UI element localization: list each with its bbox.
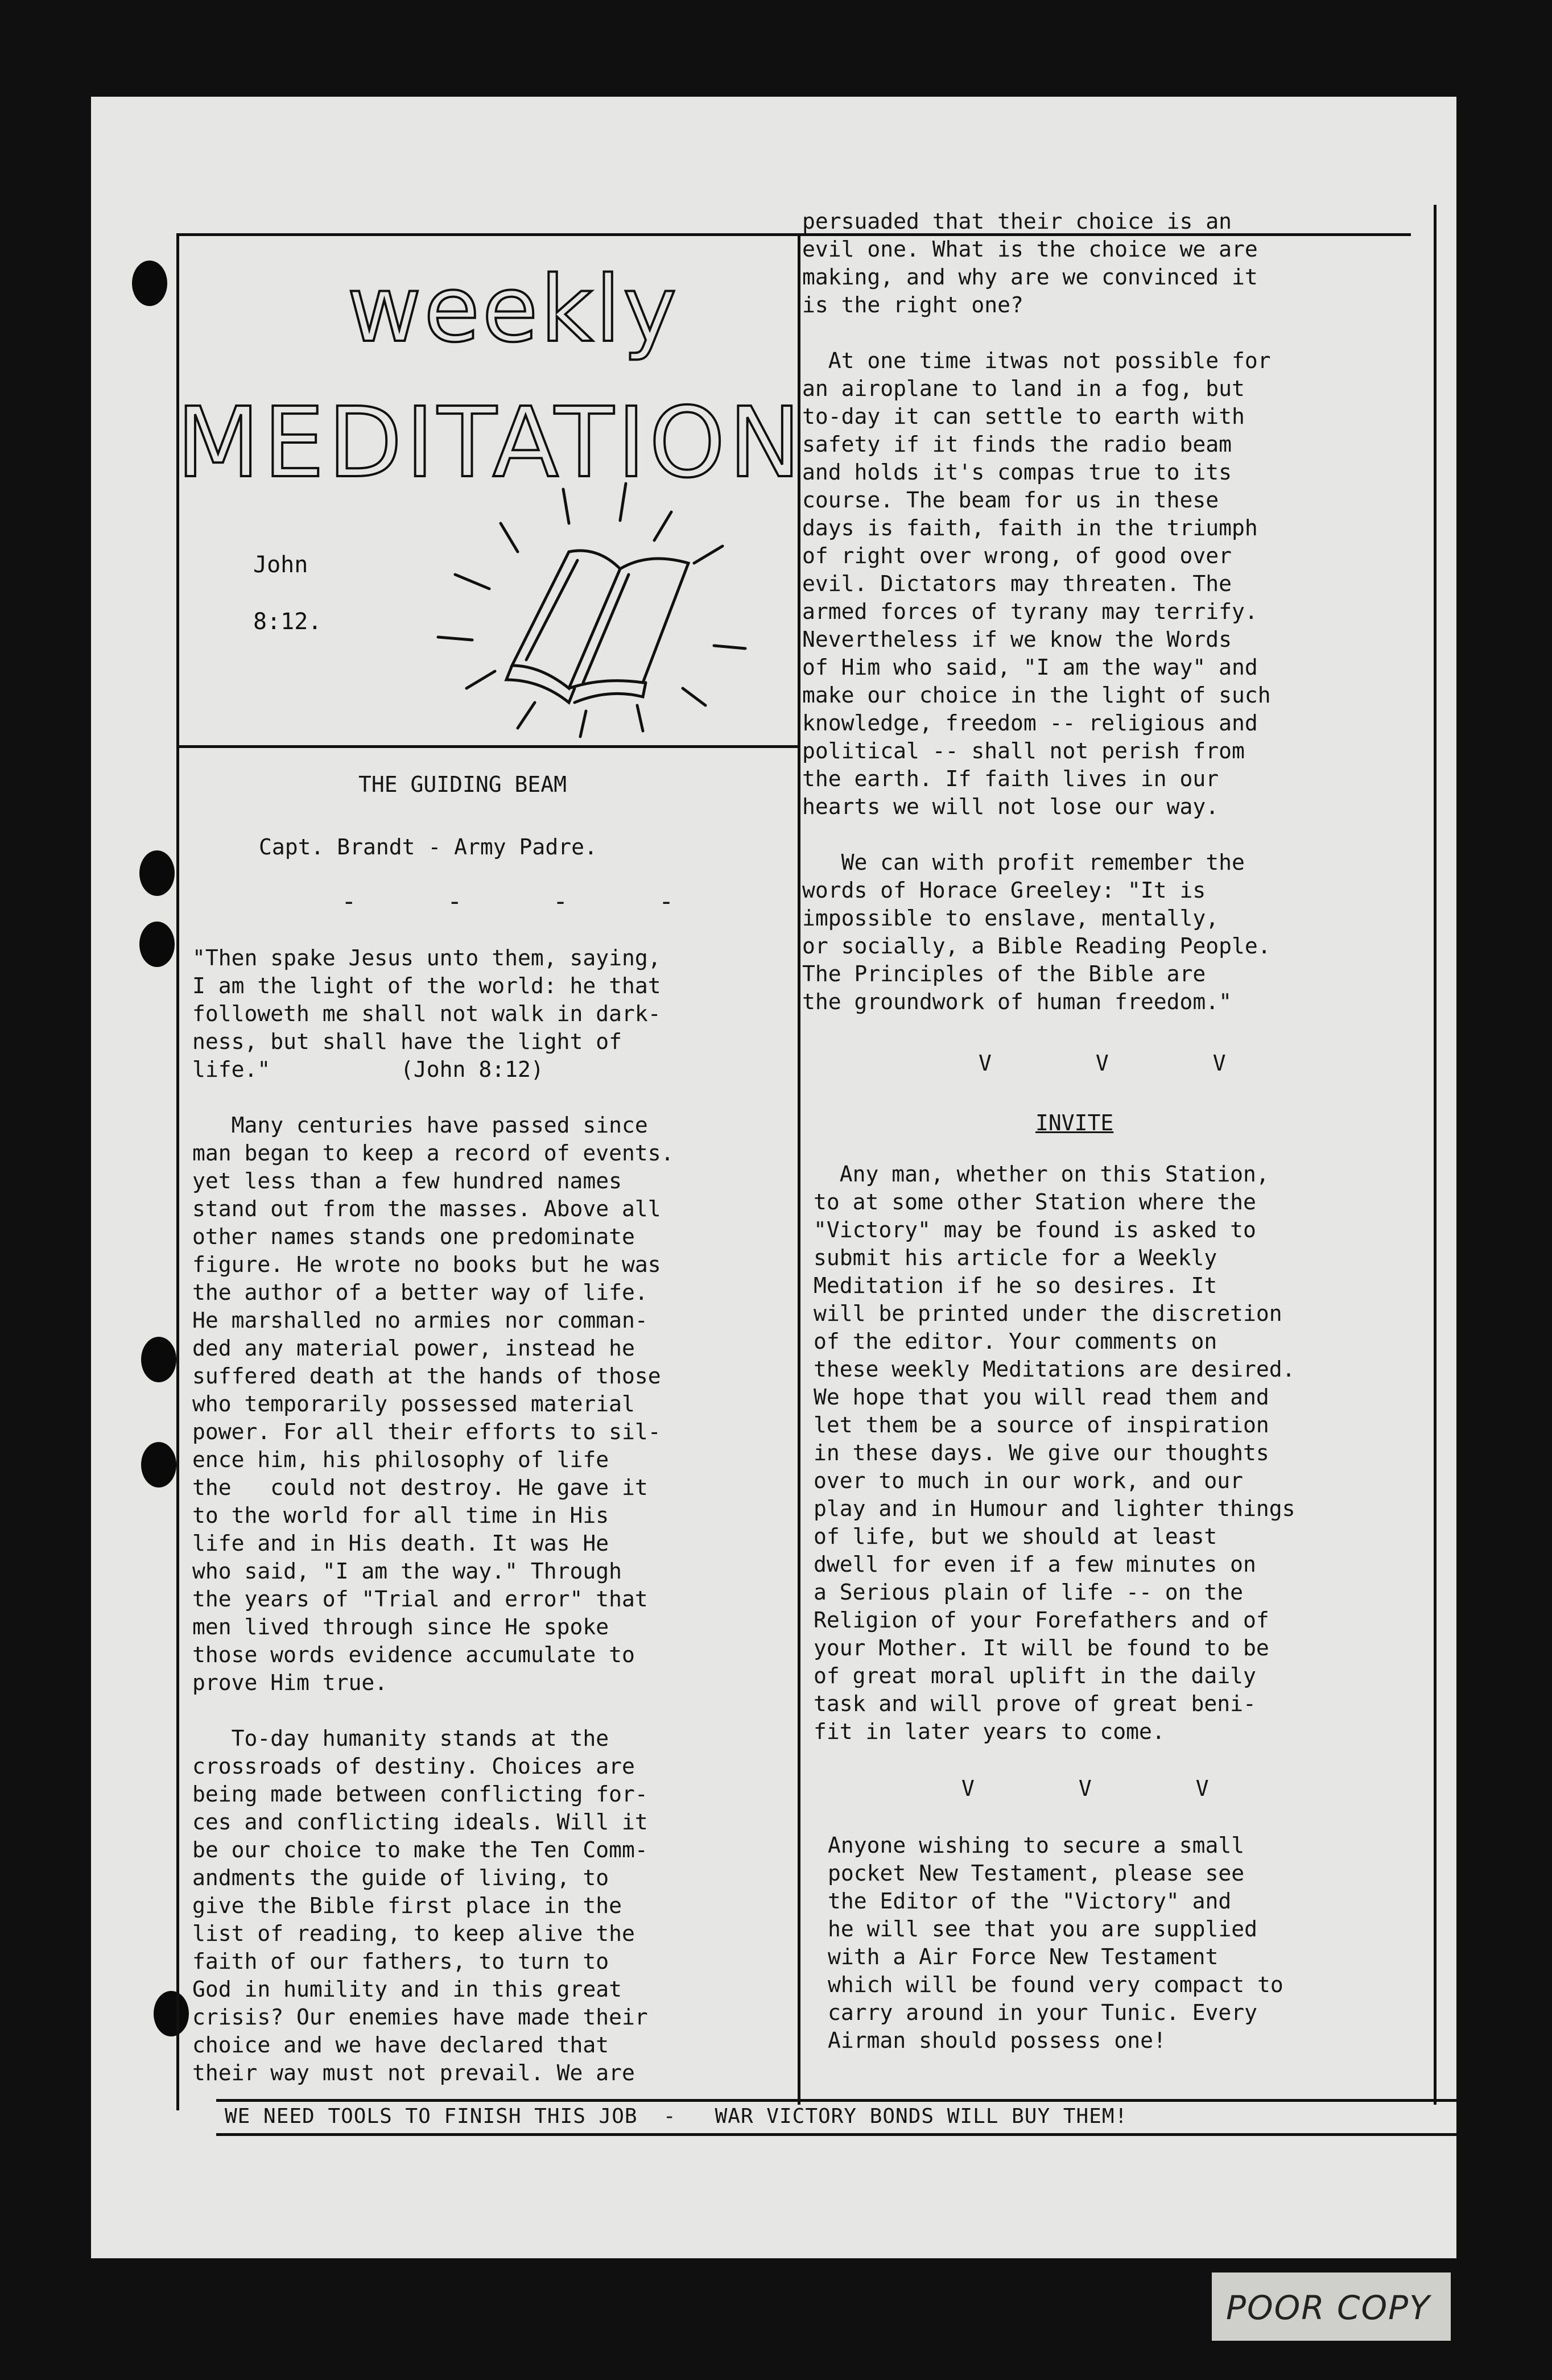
punch-hole [139,850,175,896]
verse-ref-chapter: 8:12. [253,609,322,635]
article-byline: Capt. Brandt - Army Padre. [259,834,597,860]
punch-hole [141,1337,176,1382]
invite-title: INVITE [1035,1110,1114,1135]
article-separator: - - - - [341,887,686,916]
article-body-right: persuaded that their choice is an evil one. What is the choice we are making, and why are we convinced it is the right one? At one time itwas not possible for an airoplane to land in a fog, but to-day it can settle to earth with safety if it finds the radio beam and holds it's compas true to its course. The beam for us in these days is faith, faith in the triumph of right over wrong, of good over evil. Dictators may threaten. The armed forces of tyrany may terrify. Nevertheless if we know the Words of Him who said, "I am the way" and make our choice in the light of such knowledge, freedom -- religious and political -- shall not perish from the earth. If faith lives in our hearts we will not lose our way. We can with profit remember the words of Horace Greeley: "It is impossible to enslave, mentally, or socially, a Bible Reading People. The Principles of the Bible are the groundwork of human freedom." [802,209,1271,1014]
footer-bottom-rule [216,2133,1462,2136]
testament-notice: Anyone wishing to secure a small pocket New Testament, please see the Editor of the "Victory" and he will see that you are supplied with a Air Force New Testament which will be found very compact to carry around in your Tunic. Every Airman should possess one! [828,1833,1283,2053]
poor-copy-label: POOR COPY [1226,2288,1431,2327]
punch-hole [141,1442,176,1488]
masthead-meditation: MEDITATION [176,387,804,499]
masthead-weekly: weekly [347,256,679,362]
divider-vvv: V V V [961,1776,1209,1801]
invite-body: Any man, whether on this Station, to at some other Station where the "Victory" may be found is asked to submit his article for a Weekly Meditation if he so desires. It will be printed under the discretion of the editor. Your comments on these weekly Meditations are desired. We hope that you will read them and let them be a source of inspiration in these days. We give our thoughts over to much in our work, and our play and in Humour and lighter things of life, but we should at least dwell for even if a few minutes on a Serious plain of life -- on the Religion of your Forefathers and of your Mother. It will be found to be of great moral uplift in the daily task and will prove of great beni- fit in later years to come. [814,1162,1295,1744]
masthead [176,233,804,745]
punch-hole [139,922,175,967]
verse-ref-book: John [253,552,308,578]
punch-hole [132,261,167,306]
footer-top-rule [216,2099,1462,2102]
footer-slogan: WE NEED TOOLS TO FINISH THIS JOB - WAR VICTORY BONDS WILL BUY THEM! [225,2105,1128,2128]
banner-bottom-rule [176,745,799,748]
frame-right-rule [1434,205,1437,2105]
article-title: THE GUIDING BEAM [358,772,567,797]
divider-vvv: V V V [979,1051,1226,1076]
open-bible-icon [404,478,768,739]
punch-hole [154,1991,189,2036]
poor-copy-stamp [1212,2272,1451,2341]
article-body-left: "Then spake Jesus unto them, saying, I am the light of the world: he that followeth me shall not walk in dark- ness, but shall have the light of life." (John 8:12) Many centuries have passed since man began to keep a record of events. yet less than a few hundred names stand out from the masses. Above all other names stands one predominate figure. He wrote no books but he was the author of a better way of life. He marshalled no armies nor comman- ded any material power, instead he suffered death at the hands of those who temporarily possessed material power. For all their efforts to sil- ence him, his philosophy of life the could not destroy. He gave it to the world for all time in His life and in His death. It was He who said, "I am the way." Through the years of "Trial and error" that men lived through since He spoke those words evidence accumulate to prove Him true. To-day humanity stands at the crossroads of destiny. Choices are being made between conflicting for- ces and conflicting ideals. Will it be our choice to make the Ten Comm- andments the guide of living, to give the Bible first place in the list of reading, to keep alive the faith of our fathers, to turn to God in humility and in this great crisis? Our enemies have made their choice and we have declared that their way must not prevail. We are [192,945,674,2085]
